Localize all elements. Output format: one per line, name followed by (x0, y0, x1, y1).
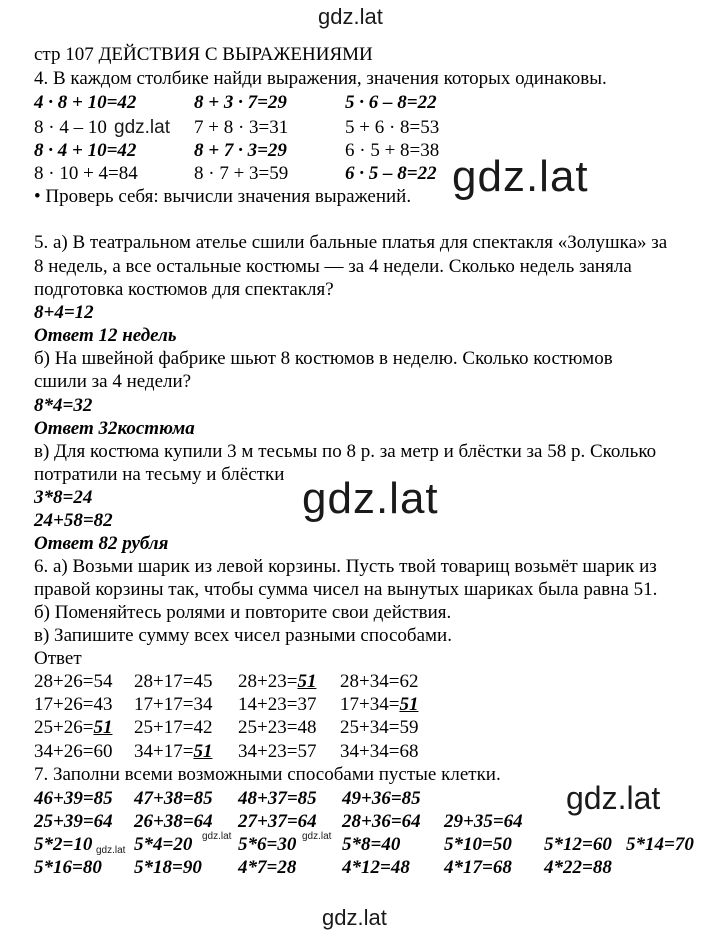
sum-cell (34, 741, 112, 763)
sum-expression: 25+34= (340, 717, 400, 738)
sum-cell (134, 717, 212, 739)
watermark-top: gdz.lat (318, 4, 383, 29)
sum-cell (34, 671, 112, 693)
task7-equation: 4*22=88 (544, 857, 612, 878)
task4-cell: 8 · 7 + 3=59 (194, 163, 289, 184)
task7-equation: 48+37=85 (238, 788, 317, 809)
task5-a-text: 5. а) В театральном ателье сшили бальные платья для спектакля «Золушка» за (34, 232, 668, 253)
task7-equation: 28+36=64 (342, 811, 421, 832)
sum-expression: 17+17= (134, 694, 194, 715)
task7-equation: 47+38=85 (134, 788, 213, 809)
sum-expression: 25+26= (34, 717, 94, 738)
task4-prompt: 4. В каждом столбике найди выражения, значения которых одинаковы. (34, 68, 607, 89)
task7-equation: 5*18=90 (134, 857, 202, 878)
task7-equation: 5*2=10 (34, 834, 93, 855)
sum-cell (238, 717, 316, 739)
sum-cell (340, 741, 418, 763)
sum-cell (134, 694, 212, 716)
sum-expression: 25+23= (238, 717, 298, 738)
sum-cell (134, 741, 212, 763)
sum-cell (340, 717, 418, 739)
task4-cell: 8 · 4 – 10 (34, 117, 107, 138)
sum-expression: 17+26= (34, 694, 94, 715)
task4-cell: 8 · 4 + 10=42 (34, 140, 137, 161)
sum-result: 62 (399, 671, 419, 692)
page-header: стр 107 ДЕЙСТВИЯ С ВЫРАЖЕНИЯМИ (34, 44, 373, 65)
task5-b-text: сшили за 4 недели? (34, 371, 192, 392)
sum-expression: 34+17= (134, 741, 194, 762)
task4-cell: 6 · 5 – 8=22 (345, 163, 437, 184)
sum-result: 60 (93, 741, 113, 762)
sum-expression: 34+34= (340, 741, 400, 762)
watermark-inline: gdz.lat (114, 117, 170, 138)
watermark-tiny: gdz.lat (302, 831, 332, 842)
task4-cell: 8 + 3 · 7=29 (194, 92, 287, 113)
task7-equation: 4*12=48 (342, 857, 410, 878)
sum-expression: 28+17= (134, 671, 194, 692)
watermark-large-2: gdz.lat (302, 474, 439, 523)
sum-expression: 34+26= (34, 741, 94, 762)
sum-expression: 28+34= (340, 671, 400, 692)
task4-cell: 6 · 5 + 8=38 (345, 140, 440, 161)
task5-a-calc: 8+4=12 (34, 302, 94, 323)
task5-b-answer: Ответ 32костюма (34, 418, 195, 439)
sum-result: 54 (93, 671, 113, 692)
task5-a-text: подготовка костюмов для спектакля? (34, 279, 334, 300)
sum-result-highlight: 51 (297, 671, 317, 692)
sum-expression: 28+23= (238, 671, 298, 692)
task5-b-text: б) На швейной фабрике шьют 8 костюмов в неделю. Сколько костюмов (34, 348, 613, 369)
task7-equation: 5*16=80 (34, 857, 102, 878)
task4-cell: 5 · 6 – 8=22 (345, 92, 437, 113)
task4-cell: 7 + 8 · 3=31 (194, 117, 289, 138)
sum-cell (238, 671, 316, 693)
task6-c-text: в) Запишите сумму всех чисел разными способами. (34, 625, 452, 646)
task7-equation: 5*6=30 (238, 834, 297, 855)
sum-result-highlight: 51 (193, 741, 213, 762)
task7-equation: 5*12=60 (544, 834, 612, 855)
sum-cell (34, 694, 112, 716)
task7-equation: 4*17=68 (444, 857, 512, 878)
task7-equation: 29+35=64 (444, 811, 523, 832)
sum-cell (340, 671, 418, 693)
sum-cell (340, 694, 418, 716)
sum-result: 48 (297, 717, 317, 738)
task5-b-calc: 8*4=32 (34, 395, 93, 416)
task7-equation: 5*8=40 (342, 834, 401, 855)
task7-prompt: 7. Заполни всеми возможными способами пустые клетки. (34, 764, 501, 785)
sum-result: 59 (399, 717, 419, 738)
task7-equation: 4*7=28 (238, 857, 297, 878)
sum-cell (34, 717, 112, 739)
task7-equation: 25+39=64 (34, 811, 113, 832)
sum-expression: 34+23= (238, 741, 298, 762)
task7-equation: 5*10=50 (444, 834, 512, 855)
task6-a-text: правой корзины так, чтобы сумма чисел на вынутых шариках была равна 51. (34, 579, 658, 600)
watermark-bottom: gdz.lat (322, 905, 387, 930)
sum-expression: 17+34= (340, 694, 400, 715)
task7-equation: 5*4=20 (134, 834, 193, 855)
task7-equation: 49+36=85 (342, 788, 421, 809)
watermark-tiny: gdz.lat (96, 845, 126, 856)
sum-result-highlight: 51 (399, 694, 419, 715)
watermark-large-1: gdz.lat (452, 152, 589, 201)
watermark-tiny: gdz.lat (202, 831, 232, 842)
sum-result: 57 (297, 741, 317, 762)
sum-cell (238, 741, 316, 763)
task5-c-text: потратили на тесьму и блёстки (34, 464, 285, 485)
task5-c-calc: 3*8=24 (34, 487, 93, 508)
task4-cell: 5 + 6 · 8=53 (345, 117, 440, 138)
task6-answer-label: Ответ (34, 648, 82, 669)
task4-check: • Проверь себя: вычисли значения выражений. (34, 186, 412, 207)
task6-b-text: б) Поменяйтесь ролями и повторите свои действия. (34, 602, 452, 623)
task4-cell: 4 · 8 + 10=42 (34, 92, 137, 113)
sum-result: 34 (193, 694, 213, 715)
task4-cell: 8 + 7 · 3=29 (194, 140, 287, 161)
task6-a-text: 6. а) Возьми шарик из левой корзины. Пусть твой товарищ возьмёт шарик из (34, 556, 657, 577)
sum-result: 37 (297, 694, 317, 715)
task5-c-answer: Ответ 82 рубля (34, 533, 169, 554)
sum-result: 43 (93, 694, 113, 715)
sum-result: 68 (399, 741, 419, 762)
task5-c-calc: 24+58=82 (34, 510, 113, 531)
sum-result: 45 (193, 671, 213, 692)
sum-cell (134, 671, 212, 693)
task5-a-answer: Ответ 12 недель (34, 325, 177, 346)
watermark-large-3: gdz.lat (566, 780, 661, 816)
task5-a-text: 8 недель, а все остальные костюмы — за 4 недели. Сколько недель заняла (34, 256, 632, 277)
task7-equation: 5*14=70 (626, 834, 694, 855)
task5-c-text: в) Для костюма купили 3 м тесьмы по 8 р. за метр и блёстки за 58 р. Сколько (34, 441, 657, 462)
task7-equation: 26+38=64 (134, 811, 213, 832)
sum-result: 42 (193, 717, 213, 738)
sum-expression: 14+23= (238, 694, 298, 715)
sum-expression: 28+26= (34, 671, 94, 692)
sum-cell (238, 694, 316, 716)
task7-equation: 27+37=64 (238, 811, 317, 832)
task7-equation: 46+39=85 (34, 788, 113, 809)
task4-cell: 8 · 10 + 4=84 (34, 163, 138, 184)
sum-result-highlight: 51 (93, 717, 113, 738)
sum-expression: 25+17= (134, 717, 194, 738)
